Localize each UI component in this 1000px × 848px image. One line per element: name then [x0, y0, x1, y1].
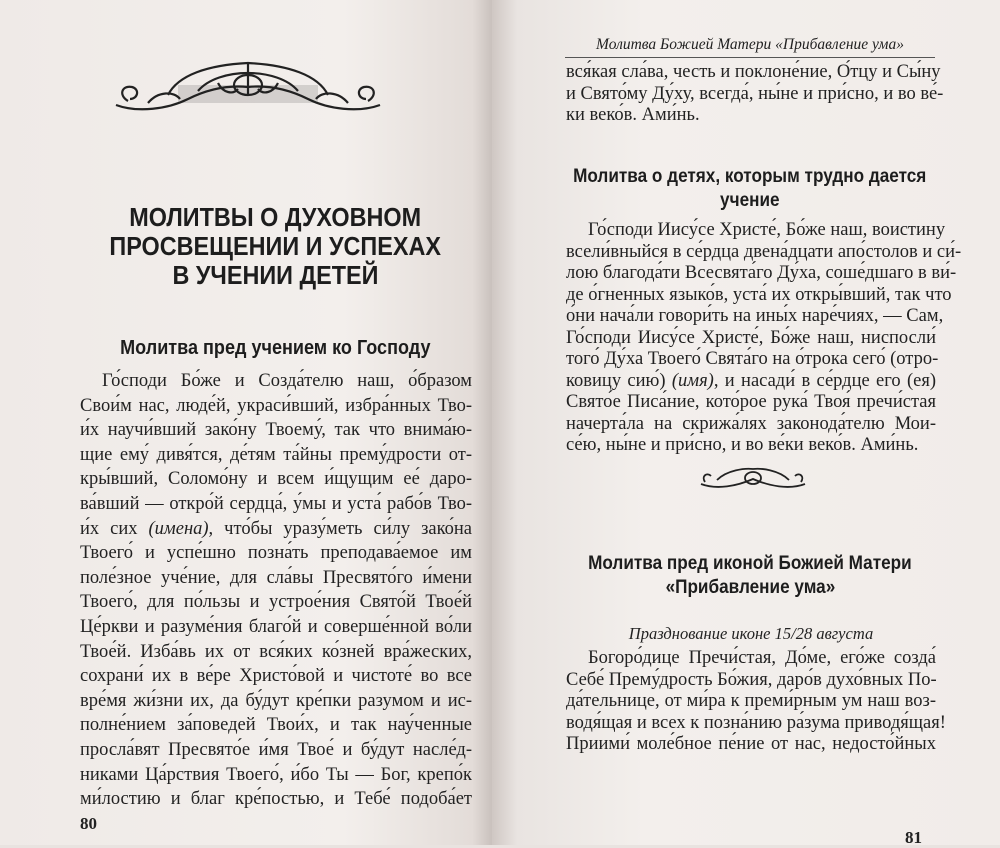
heading-line: Молитва о детях, которым трудно дается	[573, 165, 927, 187]
text-line: Богоро́дице Пречи́стая, До́ме, его́же созда́	[588, 648, 936, 668]
text-line: всели́вныйся в се́рдца двена́дцати апо́столов и си́-	[566, 241, 962, 262]
text-line: начерта́ла на скрижа́лях законода́телю Мои-	[566, 413, 936, 434]
children-prayer-body	[566, 220, 962, 457]
title-line: МОЛИТВЫ О ДУХОВНОМ	[129, 202, 421, 232]
chapter-title	[30, 203, 520, 290]
text-line: щие ему́ дивя́тся, де́тям та́йны прему́дрости от-	[80, 444, 472, 465]
small-ornament-icon	[697, 466, 809, 492]
text-line: о́ни нача́ли говори́ть на ины́х наре́чиях, — Сам,	[566, 306, 944, 326]
text-line: и́х научи́вший зако́ну Твоему́, так что внима́ю-	[80, 420, 472, 441]
text-line: Го́споди Иису́се Христе́, Бо́же наш, ниспосли́	[566, 327, 936, 348]
text-line: ми́лостию и благ кре́постью, и Тебе́ подоба́ет	[80, 789, 472, 810]
title-line: В УЧЕНИИ ДЕТЕЙ	[171, 260, 379, 290]
text-line: Го́споди Бо́же и Созда́телю наш, о́бразом	[102, 371, 472, 391]
text-line: лою благода́ти Всесвята́го Ду́ха, соше́дшаго в ви́-	[566, 263, 957, 283]
text-line: никами Ца́рствия Твоего́, и́бо Ты — Бог, крепо́к	[80, 764, 472, 785]
text-line: Твое́й. Изба́вь их от вся́ких ко́зней вра́жеских,	[80, 641, 472, 662]
title-line: ПРОСВЕЩЕНИИ И УСПЕХАХ	[109, 231, 441, 261]
heading-line: учение	[720, 189, 780, 211]
text-line: Приими́ моле́бное пе́ние от нас, недосто́йных	[566, 734, 936, 754]
feast-note: Празднование иконе 15/28 августа	[628, 624, 874, 643]
text-line: сохрани́ их в ве́ре Христо́вой и чистоте́ во все	[80, 666, 472, 687]
text-line: и́х сих (имена), что́бы уразу́меть си́лу зако́на	[80, 518, 472, 539]
icon-prayer-body	[566, 648, 946, 756]
heading-children	[500, 164, 1000, 212]
heading-line: Молитва пред иконой Божией Матери	[588, 552, 912, 574]
text-line: Свято́е Писа́ние, кото́рое рука́ Твоя́ пречи́стая	[566, 392, 936, 412]
text-line: Го́споди Иису́се Христе́, Бо́же наш, воистину	[588, 220, 946, 240]
page-number: 81	[905, 828, 922, 847]
section-heading: Молитва пред учением ко Господу	[119, 336, 431, 359]
text-line: ковицу сию́) (имя), и насади́ в се́рдце его (ея)	[566, 370, 936, 391]
heading-icon-prayer	[500, 551, 1000, 599]
text-line: ки веко́в. Ами́нь.	[566, 105, 700, 125]
text-line: кры́вший, Соломо́ну и всем и́щущим ее́ даро-	[80, 469, 472, 490]
text-line: полне́нием за́поведей Твои́х, и так нау́ченные	[80, 715, 472, 736]
page-number: 80	[80, 814, 97, 833]
heading-line: «Прибавление ума»	[665, 576, 835, 598]
text-line: де о́гненных языко́в, уста́ их откры́вший, так что	[566, 284, 952, 305]
text-line: Себе́ Прему́дрость Бо́жия, даро́в духо́вных По-	[566, 669, 937, 690]
text-line: вся́кая сла́ва, честь и поклоне́ние, О́тцу и Сы́ну	[566, 62, 941, 82]
text-line: просла́вят Пресвято́е и́мя Твое́ и бу́дут насле́д-	[80, 739, 472, 760]
text-line: Твоего́ и успе́шно позна́ть преподава́емое им	[80, 543, 472, 564]
running-head: Молитва Божией Матери «Прибавление ума»	[565, 36, 935, 58]
text-line: и Свято́му Ду́ху, всегда́, ны́не и при́сно, и во ве́-	[566, 83, 944, 104]
text-line: се́ю, ны́не и при́сно, и во ве́ки веко́в. Ами́нь.	[566, 435, 919, 455]
text-line: водя́щая и всех к позна́нию ра́зума приводя́щая!	[566, 712, 946, 733]
continuation-text	[566, 62, 944, 127]
text-line: ва́вший — откро́й сердца́, у́мы и уста́ рабо́в Тво-	[80, 493, 472, 514]
text-line: того́ Ду́ха Твоего́ Свята́го на о́трока сего́ (отро-	[566, 349, 939, 369]
text-line: Свои́м нас, люде́й, украси́вший, избра́нных Тво-	[80, 395, 472, 416]
text-line: да́тельнице, от ми́ра к преми́рным ум наш воз-	[566, 691, 936, 711]
text-line: поле́зное уче́ние, для сла́вы Пресвято́го и́мени	[80, 567, 472, 588]
text-line: Твоего́, для по́льзы и устрое́ния Свято́й Твое́й	[80, 592, 472, 613]
text-line: вре́мя жи́зни их, да бу́дут кре́пки разумом и ис-	[80, 690, 472, 711]
left-page	[0, 0, 492, 845]
ornament-icon	[108, 55, 388, 117]
text-line: Це́ркви и разуме́ния благо́й и соверше́нной во́ли	[80, 616, 472, 637]
prayer-body	[80, 369, 472, 812]
